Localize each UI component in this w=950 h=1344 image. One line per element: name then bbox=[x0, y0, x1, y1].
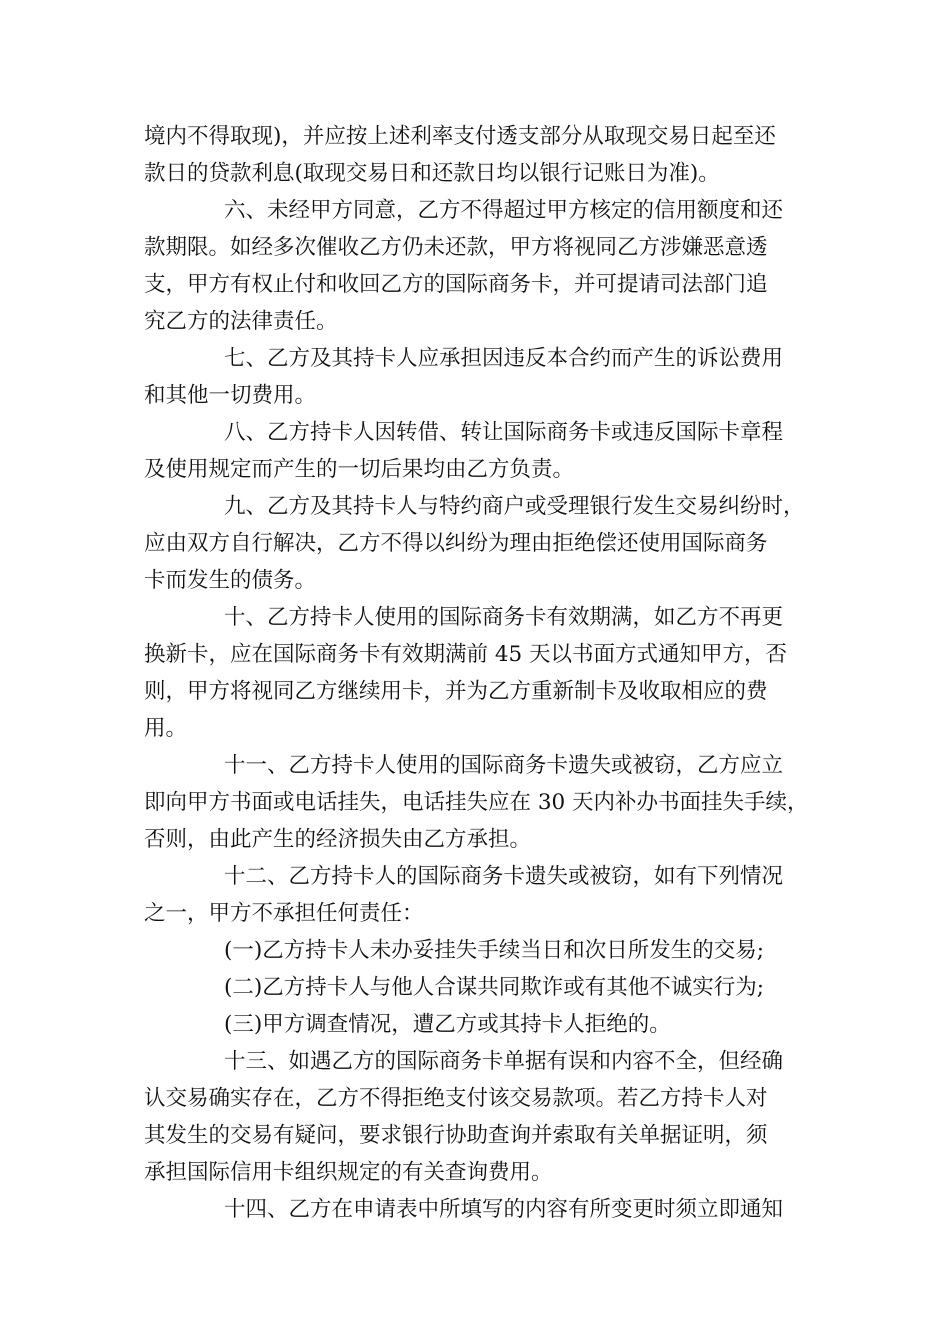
clause-7 bbox=[144, 340, 814, 414]
document-body bbox=[144, 118, 814, 1228]
text-line: 款日的贷款利息(取现交易日和还款日均以银行记账日为准)。 bbox=[144, 161, 720, 186]
text-line: 应由双方自行解决，乙方不得以纠纷为理由拒绝偿还使用国际商务 bbox=[144, 531, 768, 556]
clause-6 bbox=[144, 192, 814, 340]
text-line: 境内不得取现)，并应按上述利率支付透支部分从取现交易日起至还 bbox=[144, 124, 776, 149]
clause-12-item-2 bbox=[144, 969, 814, 1006]
clause-9 bbox=[144, 488, 814, 599]
clause-10 bbox=[144, 599, 814, 747]
clause-13 bbox=[144, 1043, 814, 1191]
text-line: 及使用规定而产生的一切后果均由乙方负责。 bbox=[144, 457, 575, 482]
text-line: 则，甲方将视同乙方继续用卡，并为乙方重新制卡及收取相应的费 bbox=[144, 679, 768, 704]
paragraph-continuation bbox=[144, 118, 814, 192]
text-line: 究乙方的法律责任。 bbox=[144, 309, 338, 334]
text-line: (三)甲方调查情况，遭乙方或其持卡人拒绝的。 bbox=[224, 1012, 671, 1037]
text-line: (一)乙方持卡人未办妥挂失手续当日和次日所发生的交易; bbox=[224, 938, 765, 963]
text-line: 款期限。如经多次催收乙方仍未还款，甲方将视同乙方涉嫌恶意透 bbox=[144, 235, 768, 260]
text-line: 十三、如遇乙方的国际商务卡单据有误和内容不全，但经确 bbox=[224, 1049, 784, 1074]
text-line: 用。 bbox=[144, 716, 188, 741]
text-line: 十二、乙方持卡人的国际商务卡遗失或被窃，如有下列情况 bbox=[224, 864, 784, 889]
text-line: 八、乙方持卡人因转借、转让国际商务卡或违反国际卡章程 bbox=[224, 420, 784, 445]
text-line: 即向甲方书面或电话挂失，电话挂失应在 30 天内补办书面挂失手续， bbox=[144, 790, 809, 815]
text-line: 支，甲方有权止付和收回乙方的国际商务卡，并可提请司法部门追 bbox=[144, 272, 768, 297]
text-line: 其发生的交易有疑问，要求银行协助查询并索取有关单据证明，须 bbox=[144, 1123, 768, 1148]
text-line: 十四、乙方在申请表中所填写的内容有所变更时须立即通知 bbox=[224, 1197, 784, 1222]
text-line: 九、乙方及其持卡人与特约商户或受理银行发生交易纠纷时， bbox=[224, 494, 805, 519]
text-line: 承担国际信用卡组织规定的有关查询费用。 bbox=[144, 1160, 553, 1185]
text-line: 和其他一切费用。 bbox=[144, 383, 317, 408]
clause-8 bbox=[144, 414, 814, 488]
clause-14 bbox=[144, 1191, 814, 1228]
text-line: (二)乙方持卡人与他人合谋共同欺诈或有其他不诚实行为; bbox=[224, 975, 765, 1000]
text-line: 六、未经甲方同意，乙方不得超过甲方核定的信用额度和还 bbox=[224, 198, 784, 223]
text-line: 否则，由此产生的经济损失由乙方承担。 bbox=[144, 827, 532, 852]
clause-12-item-3 bbox=[144, 1006, 814, 1043]
clause-11 bbox=[144, 747, 814, 858]
text-line: 七、乙方及其持卡人应承担因违反本合约而产生的诉讼费用 bbox=[224, 346, 784, 371]
text-line: 十、乙方持卡人使用的国际商务卡有效期满，如乙方不再更 bbox=[224, 605, 784, 630]
text-line: 认交易确实存在，乙方不得拒绝支付该交易款项。若乙方持卡人对 bbox=[144, 1086, 768, 1111]
text-line: 换新卡，应在国际商务卡有效期满前 45 天以书面方式通知甲方，否 bbox=[144, 642, 788, 667]
text-line: 十一、乙方持卡人使用的国际商务卡遗失或被窃，乙方应立 bbox=[224, 753, 784, 778]
text-line: 卡而发生的债务。 bbox=[144, 568, 317, 593]
clause-12-item-1 bbox=[144, 932, 814, 969]
text-line: 之一，甲方不承担任何责任： bbox=[144, 901, 424, 926]
clause-12 bbox=[144, 858, 814, 932]
